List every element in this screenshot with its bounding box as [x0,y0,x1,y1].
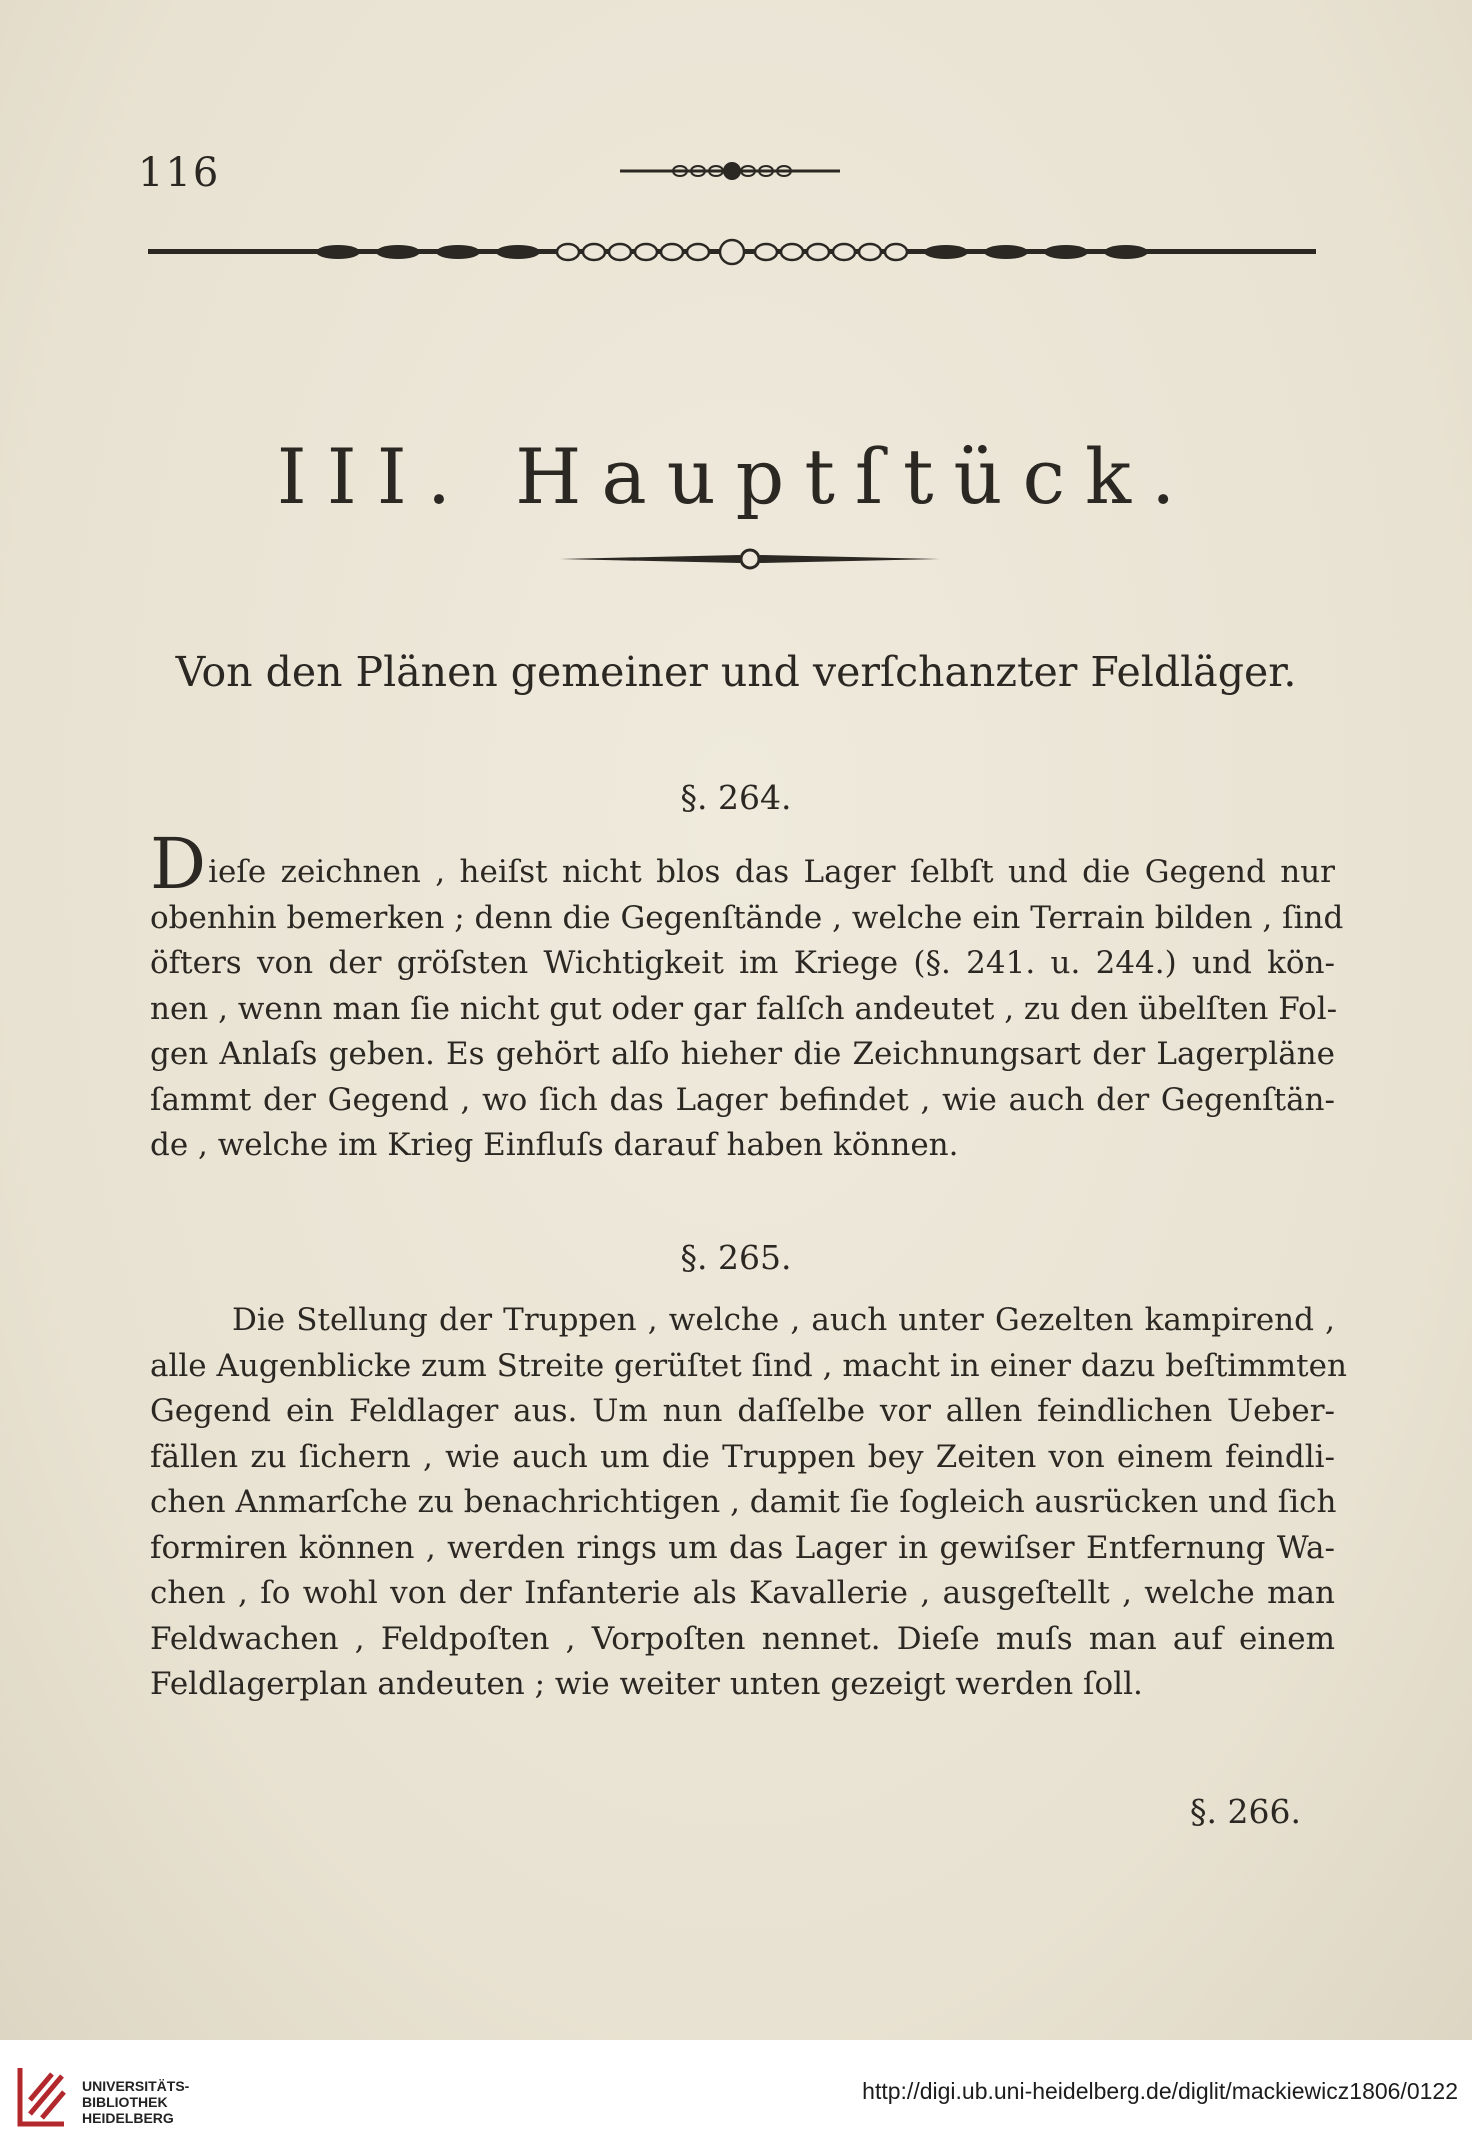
text-line: chen , ſo wohl von der Infanterie als Kavallerie , ausgeſtellt , welche man [150,1575,1335,1611]
text-line: Gegend ein Feldlager aus. Um nun daſſelbe vor allen feindlichen Ueber- [150,1393,1335,1429]
chapter-heading: III. Hauptſtück. [276,432,1196,521]
text-line: öfters von der gröſsten Wichtigkeit im Kriege (§. 241. u. 244.) und kön- [150,945,1335,981]
text-line: chen Anmarſche zu benachrichtigen , damit ſie ſogleich ausrücken und ſich [150,1484,1337,1520]
text-line: Feldwachen , Feldpoſten , Vorpoſten nennet. Dieſe muſs man auf einem [150,1620,1335,1657]
text-line: gen Anlaſs geben. Es gehört alſo hieher die Zeichnungsart der Lagerpläne [150,1036,1335,1072]
ornament-rule-icon [148,232,1316,272]
paragraph-264 [150,823,1344,1169]
footer-bar [0,2040,1472,2151]
chapter-subtitle: Von den Plänen gemeiner und verſchanzter Feldläger. [175,648,1297,696]
page-number: 116 [138,150,221,196]
catchword: §. 266. [1190,1792,1301,1831]
text-line: obenhin bemerken ; denn die Gegenſtände , welche ein Terrain bilden , ſind [150,899,1344,936]
divider-ornament-icon [560,544,940,574]
text-line: fällen zu ſichern , wie auch um die Truppen bey Zeiten von einem feindli- [150,1438,1335,1475]
text-line: nen , wenn man ſie nicht gut oder gar falſch andeutet , zu den übelſten Fol- [150,990,1338,1027]
text-line: alle Augenblicke zum Streite gerüſtet ſind , macht in einer dazu beſtimmten [150,1347,1347,1384]
text-line: formiren können , werden rings um das Lager in gewiſser Entfernung Wa- [150,1529,1335,1566]
text-line: ſammt der Gegend , wo ſich das Lager befindet , wie auch der Gegenſtän- [150,1081,1335,1118]
drop-cap: D [150,823,207,905]
section-number-264: §. 264. [680,778,792,817]
text-line: de , welche im Krieg Einfluſs darauf haben können. [150,1127,959,1163]
text-line: Dieſe zeichnen , heiſst nicht blos das Lager ſelbſt und die Gegend nur [150,823,1335,905]
paragraph-265 [150,1298,1347,1708]
section-number-265: §. 265. [680,1238,792,1277]
library-logo-icon [12,2062,72,2130]
text-line: Die Stellung der Truppen , welche , auch unter Gezelten kampirend , [232,1302,1335,1338]
header-ornament-icon [620,156,840,186]
library-name: UNIVERSITÄTS- BIBLIOTHEK HEIDELBERG [82,2078,190,2126]
text-line: Feldlagerplan andeuten ; wie weiter unten gezeigt werden ſoll. [150,1666,1143,1702]
source-url[interactable]: http://digi.ub.uni-heidelberg.de/diglit/mackiewicz1806/0122 [862,2078,1458,2104]
